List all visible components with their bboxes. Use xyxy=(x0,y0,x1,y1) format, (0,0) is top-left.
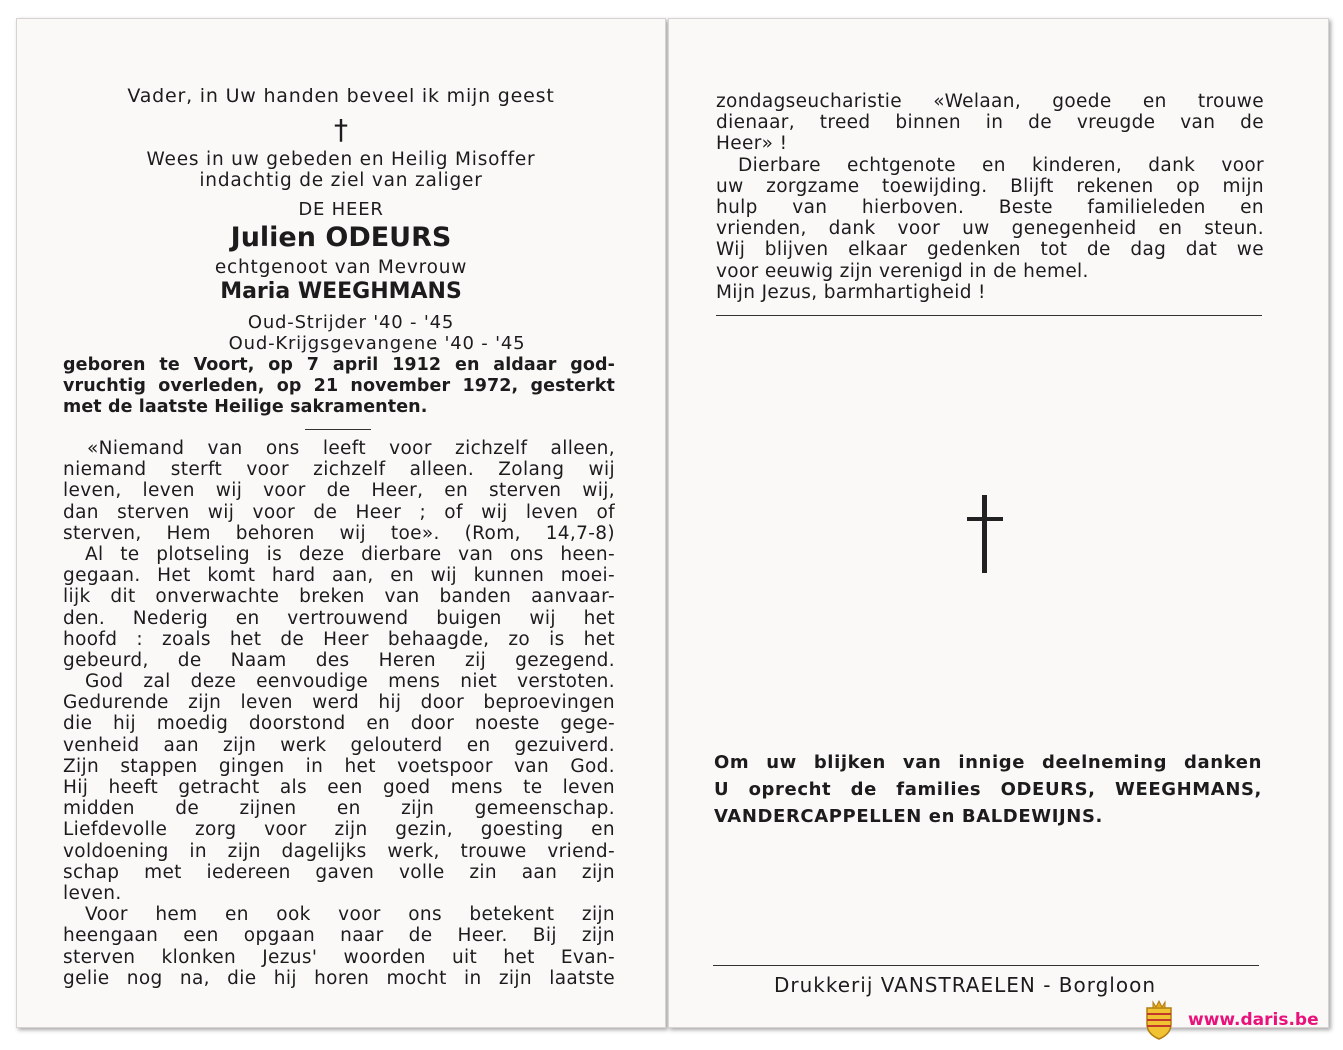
prayer-line-2: indachtig de ziel van zaliger xyxy=(199,170,483,191)
body-line: hoofd : zoals het de Heer behaagde, zo is het xyxy=(63,628,615,650)
birth-death-line: vruchtig overleden, op 21 november 1972, gesterkt xyxy=(63,376,615,397)
body-line: Al te plotseling is deze dierbare van ons heen- xyxy=(85,543,615,565)
body-line: gegaan. Het komt hard aan, en wij kunnen moei- xyxy=(63,565,615,587)
large-cross-icon xyxy=(965,495,1005,575)
body-line: gebeurd, de Naam des Heren zij gezegend. xyxy=(63,649,615,671)
body-line: Zijn stappen gingen in het voetspoor van God. xyxy=(63,755,615,777)
body-line: Voor hem en ook voor ons betekent zijn xyxy=(85,904,615,926)
spouse-name: Maria WEEGHMANS xyxy=(220,279,462,304)
printer-credit: Drukkerij VANSTRAELEN - Borgloon xyxy=(774,973,1157,997)
body-line: Heer» ! xyxy=(716,133,788,155)
body-line: gelie nog na, die hij horen mocht in zijn laatste xyxy=(63,967,615,989)
divider xyxy=(305,429,371,430)
small-cross-icon: † xyxy=(334,113,348,146)
thanks-line: U oprecht de families ODEURS, WEEGHMANS, xyxy=(714,779,1262,800)
body-line: leven, leven wij voor de Heer, en sterven wij, xyxy=(63,480,615,502)
body-line: leven. xyxy=(63,882,122,904)
opening-line: Vader, in Uw handen beveel ik mijn geest xyxy=(127,85,555,107)
memorial-text xyxy=(63,438,615,989)
body-line: zondagseucharistie «Welaan, goede en trouwe xyxy=(716,91,1264,112)
veteran-line-1: Oud-Strijder '40 - '45 xyxy=(247,312,455,333)
veteran-line-2: Oud-Krijgsgevangene '40 - '45 xyxy=(228,333,526,354)
body-line: Hij heeft getracht als een goed mens te leven xyxy=(63,777,615,798)
body-line: uw zorgzame toewijding. Blijft rekenen op mijn xyxy=(716,175,1264,197)
memorial-text-continued xyxy=(716,91,1264,303)
body-line: den. Nederig en vertrouwend buigen wij het xyxy=(63,607,615,629)
body-line: midden de zijnen en zijn gemeenschap. xyxy=(63,798,615,820)
body-line: sterven klonken Jezus' woorden uit het Evan- xyxy=(63,946,615,968)
body-line: venheid aan zijn werk gelouterd en gezuiverd. xyxy=(63,734,615,756)
body-line: Dierbare echtgenote en kinderen, dank voor xyxy=(738,154,1264,176)
body-line: dienaar, treed binnen in de vreugde van de xyxy=(716,112,1264,134)
heraldic-crest-icon xyxy=(1143,1000,1175,1040)
right-card-panel xyxy=(668,18,1329,1028)
body-line: Liefdevolle zorg voor zijn gezin, goesting en xyxy=(63,819,615,841)
body-line: Wij blijven elkaar gedenken tot de dag dat we xyxy=(716,239,1264,261)
body-line: schap met iedereen gaven volle zin aan zijn xyxy=(63,861,615,883)
body-line: voor eeuwig zijn verenigd in de hemel. xyxy=(716,260,1089,282)
body-line: sterven, Hem behoren wij toe». (Rom, 14,7-8) xyxy=(63,522,615,544)
thanks-line: Om uw blijken van innige deelneming danken xyxy=(714,752,1262,773)
body-line: heengaan een opgaan naar de Heer. Bij zijn xyxy=(63,925,615,947)
watermark-link[interactable]: www.daris.be xyxy=(1188,1010,1319,1030)
body-line: die hij moedig doorstond en door noeste gege- xyxy=(63,713,615,735)
body-line: Mijn Jezus, barmhartigheid ! xyxy=(716,281,986,303)
birth-death-block xyxy=(63,355,615,419)
thanks-line: VANDERCAPPELLEN en BALDEWIJNS. xyxy=(714,806,1103,827)
body-line: voldoening in zijn dagelijks werk, trouwe vriend- xyxy=(63,840,615,862)
body-line: vrienden, dank voor uw genegenheid en steun. xyxy=(716,218,1264,240)
prayer-line-1: Wees in uw gebeden en Heilig Misoffer xyxy=(146,149,536,170)
birth-death-line: met de laatste Heilige sakramenten. xyxy=(63,397,428,418)
body-line: lijk dit onverwachte breken van banden aanvaar- xyxy=(63,586,615,608)
body-line: niemand sterft voor zichzelf alleen. Zolang wij xyxy=(63,459,615,481)
body-line: hulp van hierboven. Beste familieleden en xyxy=(716,196,1264,218)
left-card-panel xyxy=(16,18,666,1028)
body-line: Gedurende zijn leven werd hij door beproevingen xyxy=(63,692,615,714)
birth-death-line: geboren te Voort, op 7 april 1912 en aldaar god- xyxy=(63,355,615,375)
body-line: «Niemand van ons leeft voor zichzelf alleen, xyxy=(87,438,615,459)
acknowledgement-block xyxy=(714,749,1262,830)
body-line: God zal deze eenvoudige mens niet verstoten. xyxy=(85,671,615,693)
divider xyxy=(716,315,1262,316)
body-line: dan sterven wij voor de Heer ; of wij leven of xyxy=(63,501,615,523)
title-line: DE HEER xyxy=(298,199,384,220)
deceased-name: Julien ODEURS xyxy=(230,222,452,253)
divider xyxy=(713,965,1259,966)
spouse-intro: echtgenoot van Mevrouw xyxy=(214,257,468,278)
